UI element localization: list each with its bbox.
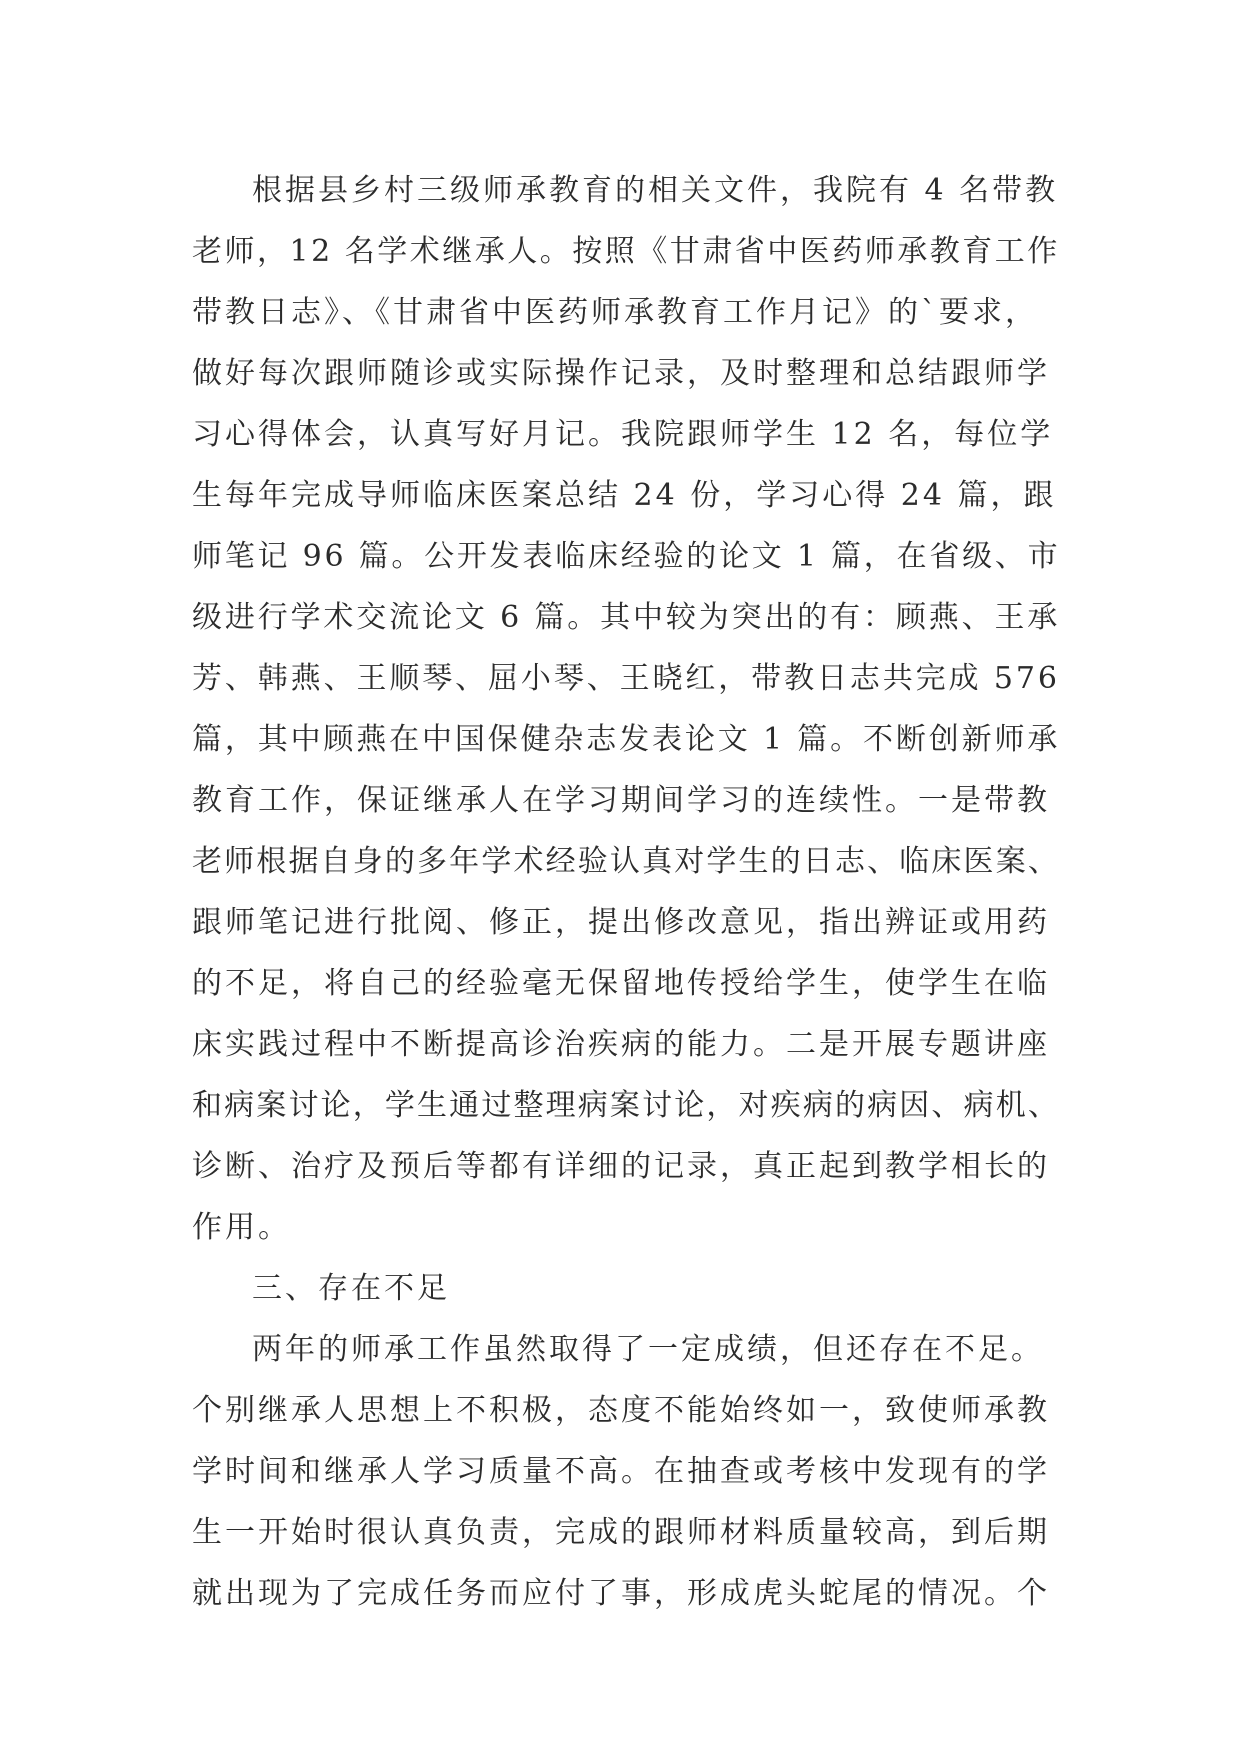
document-body (192, 160, 1060, 1624)
paragraph-line: 作用。 (192, 1210, 291, 1245)
paragraph-line: 师笔记 96 篇。公开发表临床经验的论文 1 篇，在省级、市 (192, 539, 1061, 574)
paragraph-line: 级进行学术交流论文 6 篇。其中较为突出的有：顾燕、王承 (192, 600, 1061, 635)
paragraph-line: 两年的师承工作虽然取得了一定成绩，但还存在不足。 (252, 1332, 1044, 1367)
paragraph-line: 诊断、治疗及预后等都有详细的记录，真正起到教学相长的 (192, 1149, 1050, 1184)
paragraph-line: 生一开始时很认真负责，完成的跟师材料质量较高，到后期 (192, 1515, 1050, 1550)
paragraph-line: 的不足，将自己的经验毫无保留地传授给学生，使学生在临 (192, 966, 1050, 1001)
paragraph-line: 学时间和继承人学习质量不高。在抽查或考核中发现有的学 (192, 1454, 1050, 1489)
paragraph-line: 篇，其中顾燕在中国保健杂志发表论文 1 篇。不断创新师承 (192, 722, 1061, 757)
paragraph-line: 老师根据自身的多年学术经验认真对学生的日志、临床医案、 (192, 844, 1060, 879)
paragraph-line: 老师，12 名学术继承人。按照《甘肃省中医药师承教育工作 (192, 234, 1060, 269)
paragraph-line: 带教日志》、《甘肃省中医药师承教育工作月记》的`要求， (192, 295, 1038, 330)
paragraph-line: 教育工作，保证继承人在学习期间学习的连续性。一是带教 (192, 783, 1050, 818)
paragraph-line: 习心得体会，认真写好月记。我院跟师学生 12 名，每位学 (192, 417, 1054, 452)
paragraph-line: 床实践过程中不断提高诊治疾病的能力。二是开展专题讲座 (192, 1027, 1050, 1062)
section-heading: 三、存在不足 (252, 1271, 450, 1306)
paragraph-line: 个别继承人思想上不积极，态度不能始终如一，致使师承教 (192, 1393, 1050, 1428)
paragraph-line: 根据县乡村三级师承教育的相关文件，我院有 4 名带教 (252, 173, 1059, 208)
paragraph-line: 跟师笔记进行批阅、修正，提出修改意见，指出辨证或用药 (192, 905, 1050, 940)
paragraph-line: 芳、韩燕、王顺琴、屈小琴、王晓红，带教日志共完成 576 (192, 661, 1060, 696)
paragraph-line: 和病案讨论，学生通过整理病案讨论，对疾病的病因、病机、 (192, 1088, 1060, 1123)
paragraph-line: 就出现为了完成任务而应付了事，形成虎头蛇尾的情况。个 (192, 1576, 1050, 1611)
paragraph-line: 生每年完成导师临床医案总结 24 份，学习心得 24 篇，跟 (192, 478, 1057, 513)
paragraph-line: 做好每次跟师随诊或实际操作记录，及时整理和总结跟师学 (192, 356, 1050, 391)
